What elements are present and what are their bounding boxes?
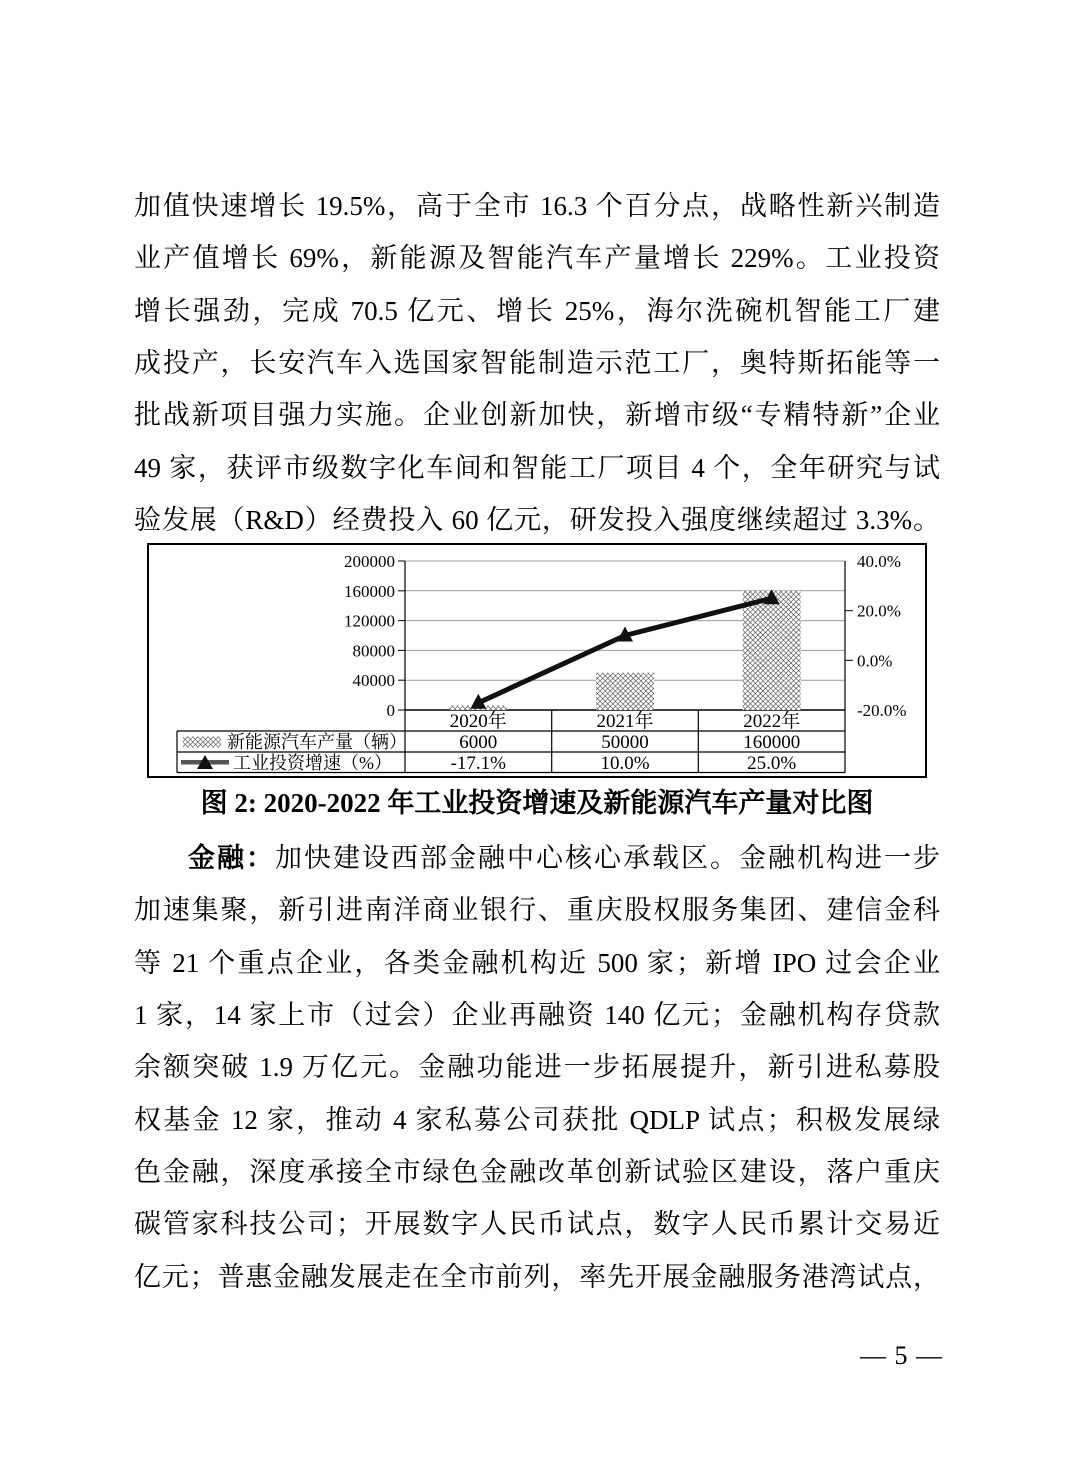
category-label: 2021年: [596, 711, 654, 732]
text-line: [134, 832, 940, 884]
text-line: 碳管家科技公司；开展数字人民币试点，数字人民币累计交易近: [134, 1209, 940, 1240]
axis-tick-label: 120000: [344, 611, 395, 631]
left-axis-labels: [344, 552, 395, 720]
axis-tick-label: 40.0%: [857, 552, 901, 571]
figure-2-chart: [147, 543, 927, 778]
text-line: 色金融，深度承接全市绿色金融改革创新试验区建设，落户重庆: [134, 1156, 940, 1187]
series-name-line: 工业投资增速（%）: [233, 752, 392, 773]
text-line: 验发展（R&D）经费投入 60 亿元，研发投入强度继续超过 3.3%。: [134, 504, 940, 535]
table-cell: 10.0%: [600, 752, 650, 774]
figure-caption: 图 2: 2020-2022 年工业投资增速及新能源汽车产量对比图: [200, 788, 874, 818]
table-cell: 6000: [459, 732, 498, 753]
axis-tick-label: 80000: [352, 641, 395, 661]
series-name-bar: 新能源汽车产量（辆）: [227, 732, 407, 752]
bar: [743, 591, 801, 710]
text-line: 增长强劲，完成 70.5 亿元、增长 25%，海尔洗碗机智能工厂建: [134, 295, 940, 326]
axis-tick-label: 40000: [352, 671, 395, 691]
legend-swatches: [181, 737, 229, 770]
right-axis-labels: [857, 552, 907, 720]
text-line: 权基金 12 家，推动 4 家私募公司获批 QDLP 试点；积极发展绿: [134, 1104, 940, 1135]
category-header-row: [450, 710, 800, 732]
text-line: 业产值增长 69%，新能源及智能汽车产量增长 229%。工业投资: [134, 243, 940, 274]
axis-tick-label: -20.0%: [857, 701, 907, 720]
text-line: 等 21 个重点企业，各类金融机构近 500 家；新增 IPO 过会企业: [134, 947, 940, 978]
axis-tick-label: 0.0%: [857, 651, 893, 671]
table-row-growth: [451, 753, 797, 774]
text-line: 成投产，长安汽车入选国家智能制造示范工厂，奥特斯拓能等一: [134, 347, 940, 378]
paragraph-finance: [134, 832, 940, 1303]
text-line: 加值快速增长 19.5%，高于全市 16.3 个百分点，战略性新兴制造: [134, 191, 940, 221]
paragraph-industry: [134, 180, 940, 546]
table-cell: -17.1%: [450, 752, 507, 774]
text-line: 1 家，14 家上市（过会）企业再融资 140 亿元；金融机构存贷款: [134, 999, 940, 1030]
bar: [596, 673, 654, 710]
axis-tick-label: 160000: [344, 581, 395, 601]
table-cell: 25.0%: [747, 752, 797, 774]
text-line: 余额突破 1.9 万亿元。金融功能进一步拓展提升，新引进私募股: [134, 1052, 940, 1083]
combo-chart: [147, 543, 927, 778]
bar-legend-swatch-icon: [183, 737, 221, 748]
text-line: 49 家，获评市级数字化车间和智能工厂项目 4 个，全年研究与试: [134, 452, 940, 483]
category-label: 2020年: [449, 711, 507, 732]
page-number: — 5 —: [860, 1341, 943, 1370]
text-line: 加速集聚，新引进南洋商业银行、重庆股权服务集团、建信金科: [134, 895, 940, 926]
table-cell: 50000: [601, 732, 649, 753]
axis-tick-label: 0: [386, 701, 395, 720]
table-cell: 160000: [743, 732, 801, 753]
table-row-production: [459, 732, 800, 753]
category-label: 2022年: [743, 711, 801, 732]
axis-tick-label: 20.0%: [857, 601, 901, 621]
text-line: 亿元；普惠金融发展走在全市前列，率先开展金融服务港湾试点，: [134, 1261, 940, 1292]
axis-tick-label: 200000: [344, 552, 395, 571]
finance-first-line-text: 加快建设西部金融中心核心承载区。金融机构进一步: [275, 843, 940, 873]
text-line: 批战新项目强力实施。企业创新加快，新增市级“专精特新”企业: [134, 400, 940, 431]
finance-lead-label: 金融：: [188, 843, 275, 873]
